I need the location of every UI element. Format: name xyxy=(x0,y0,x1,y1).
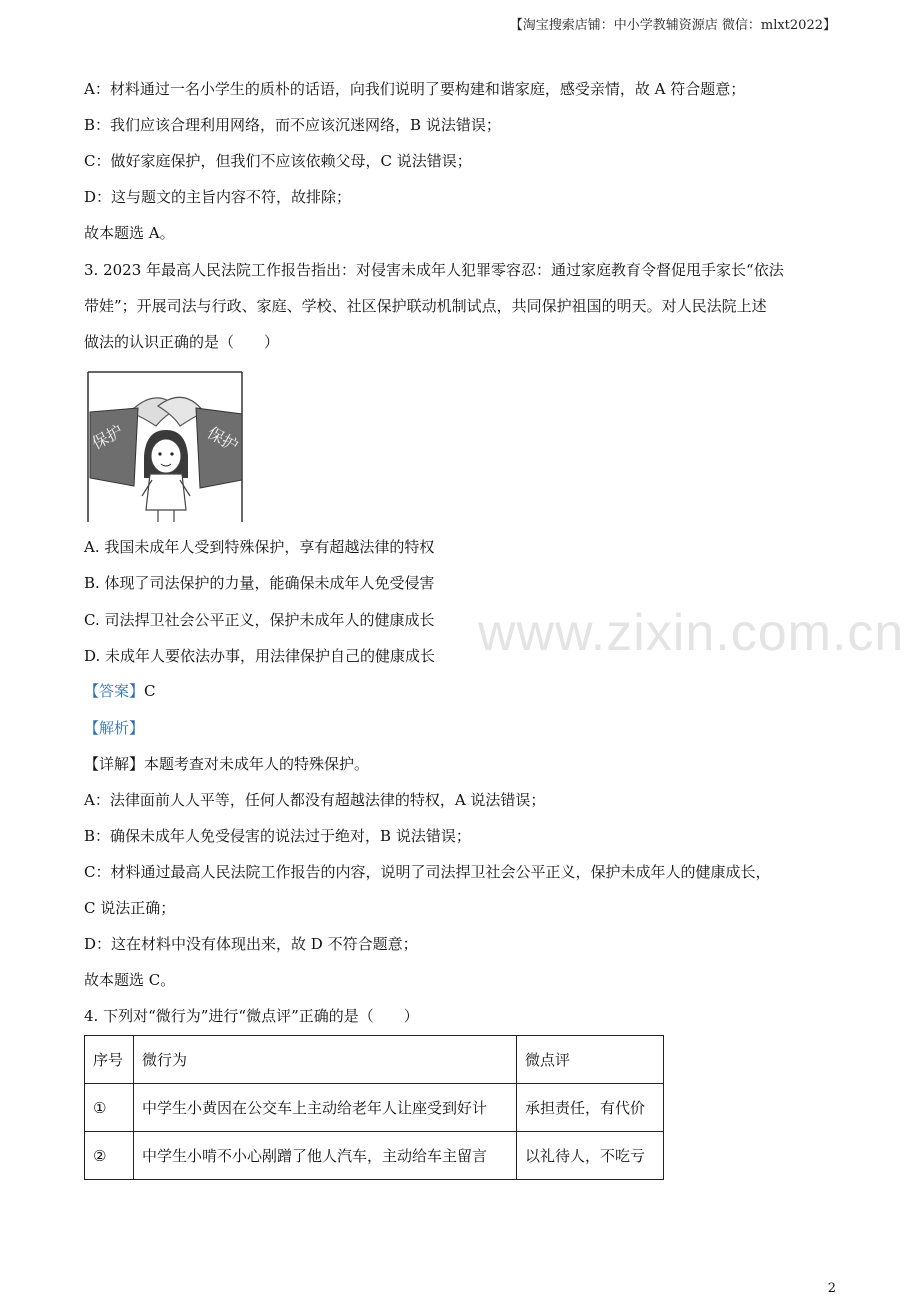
q3-option-b: B. 体现了司法保护的力量，能确保未成年人免受侵害 xyxy=(84,574,435,592)
row-number: ① xyxy=(85,1084,134,1132)
q3-option-c: C. 司法捍卫社会公平正义，保护未成年人的健康成长 xyxy=(84,611,435,629)
watermark: www.zixin.com.cn xyxy=(478,604,905,662)
table-row xyxy=(85,1084,664,1132)
q3-stem-line-1: 3. 2023 年最高人民法院工作报告指出：对侵害未成年人犯罪零容忍：通过家庭教育令督促甩手家长“依法 xyxy=(84,261,784,279)
q3-option-d: D. 未成年人要依法办事，用法律保护自己的健康成长 xyxy=(84,647,436,665)
header-behavior: 微行为 xyxy=(134,1036,517,1084)
q3-explanation-a: A：法律面前人人平等，任何人都没有超越法律的特权，A 说法错误； xyxy=(84,791,546,809)
child-protection-illustration xyxy=(86,368,246,524)
detail-intro: 本题考查对未成年人的特殊保护。 xyxy=(144,755,370,773)
q2-explanation-a: A：材料通过一名小学生的质朴的话语，向我们说明了要构建和谐家庭，感受亲情，故 A 符合题意； xyxy=(84,80,746,98)
q3-analysis-label: 【解析】 xyxy=(84,719,145,737)
table-row xyxy=(85,1132,664,1180)
row-behavior: 中学生小黄因在公交车上主动给老年人让座受到好计 xyxy=(134,1084,517,1132)
q3-option-a: A. 我国未成年人受到特殊保护，享有超越法律的特权 xyxy=(84,538,435,556)
q3-conclusion: 故本题选 C。 xyxy=(84,971,176,989)
page-number: 2 xyxy=(827,1281,836,1296)
answer-value: C xyxy=(144,682,156,700)
row-number: ② xyxy=(85,1132,134,1180)
source-header: 【淘宝搜索店铺：中小学教辅资源店 微信：mlxt2022】 xyxy=(509,18,836,33)
q3-explanation-c-cont: C 说法正确； xyxy=(84,899,176,917)
q3-illustration xyxy=(86,368,246,524)
q3-answer xyxy=(84,681,156,701)
q2-explanation-c: C：做好家庭保护，但我们不应该依赖父母，C 说法错误； xyxy=(84,152,472,170)
left-banner-text: 保护 xyxy=(88,421,127,454)
q3-detail xyxy=(84,754,369,774)
q4-table xyxy=(84,1035,664,1180)
q4-stem: 4. 下列对“微行为”进行“微点评”正确的是（ ） xyxy=(84,1007,419,1025)
header-comment: 微点评 xyxy=(517,1036,664,1084)
row-behavior: 中学生小啃不小心剐蹭了他人汽车，主动给车主留言 xyxy=(134,1132,517,1180)
detail-label: 【详解】 xyxy=(84,755,145,773)
q3-explanation-d: D：这在材料中没有体现出来，故 D 不符合题意； xyxy=(84,935,418,953)
q2-explanation-b: B：我们应该合理利用网络，而不应该沉迷网络，B 说法错误； xyxy=(84,116,501,134)
q2-conclusion: 故本题选 A。 xyxy=(84,224,175,242)
table-header-row xyxy=(85,1036,664,1084)
q3-stem-line-2: 带娃”；开展司法与行政、家庭、学校、社区保护联动机制试点，共同保护祖国的明天。对人民法院上述 xyxy=(84,297,767,315)
answer-label: 【答案】 xyxy=(84,682,145,700)
right-banner-text: 保护 xyxy=(204,423,242,456)
row-comment: 承担责任，有代价 xyxy=(517,1084,664,1132)
q3-stem-line-3: 做法的认识正确的是（ ） xyxy=(84,333,280,351)
q3-explanation-c: C：材料通过最高人民法院工作报告的内容，说明了司法捍卫社会公平正义，保护未成年人的健康成长， xyxy=(84,863,771,881)
header-number: 序号 xyxy=(85,1036,134,1084)
q3-explanation-b: B：确保未成年人免受侵害的说法过于绝对，B 说法错误； xyxy=(84,827,471,845)
row-comment: 以礼待人，不吃亏 xyxy=(517,1132,664,1180)
q2-explanation-d: D：这与题文的主旨内容不符，故排除； xyxy=(84,188,352,206)
